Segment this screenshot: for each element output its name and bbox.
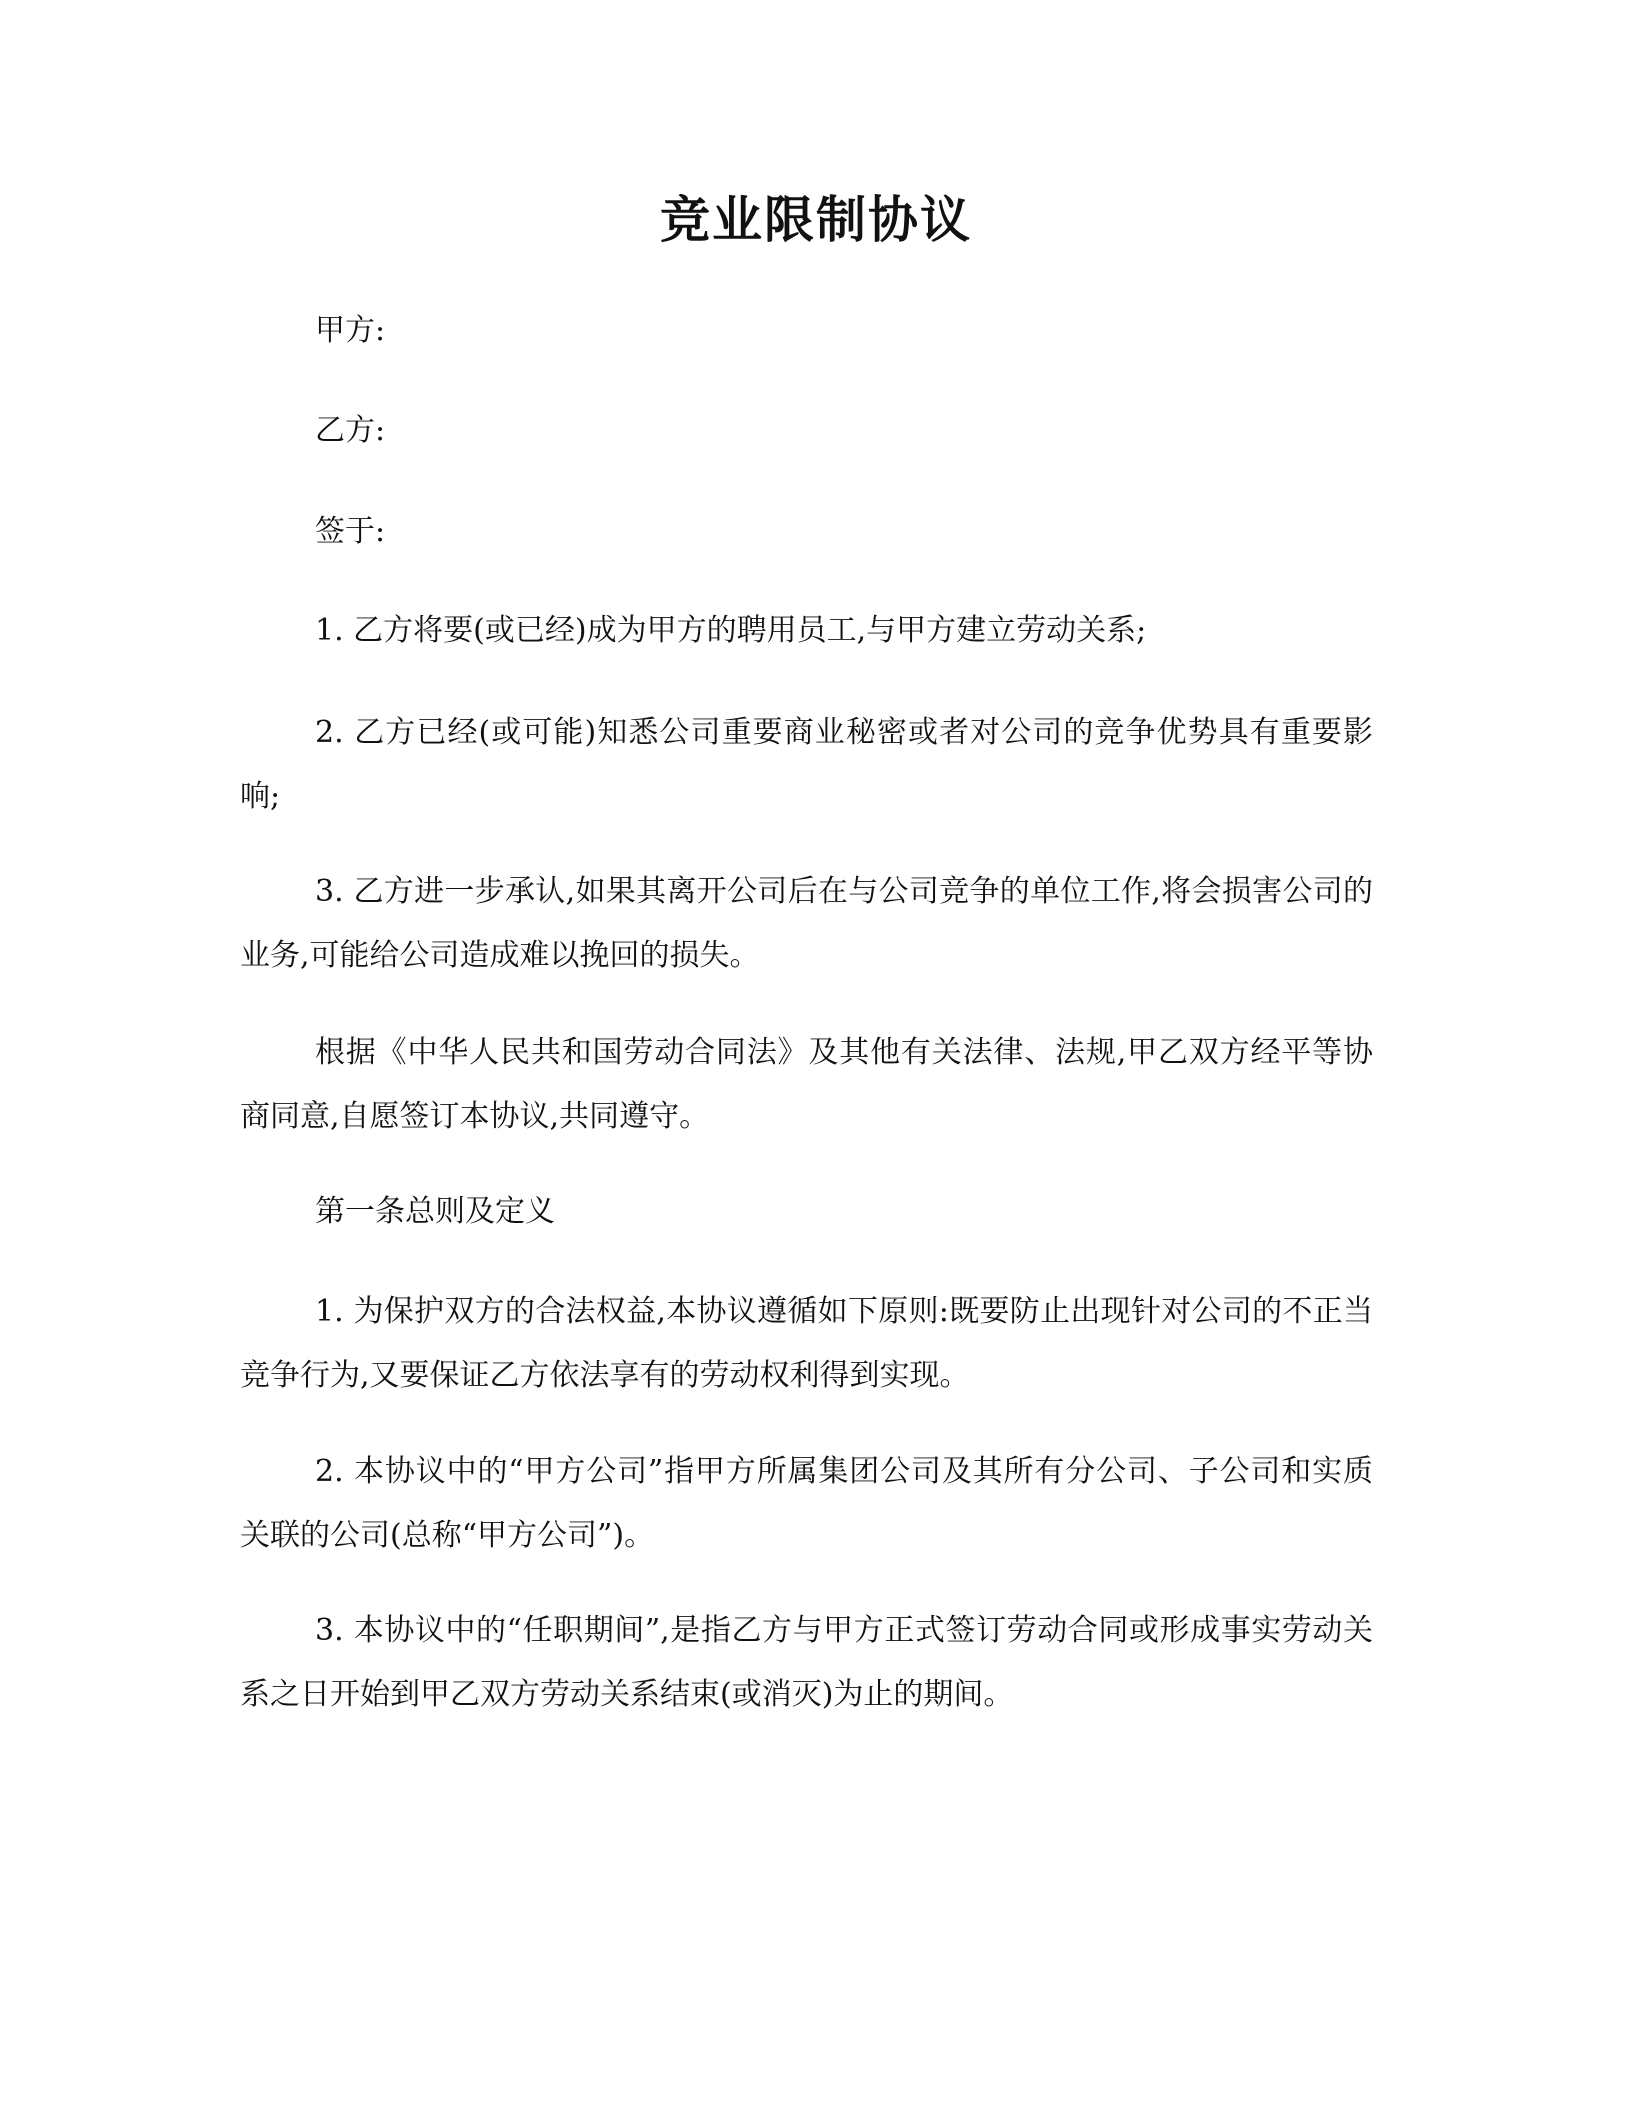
party-a-label: 甲方: bbox=[315, 313, 386, 348]
recital-1: 1. 乙方将要(或已经)成为甲方的聘用员工,与甲方建立劳动关系; bbox=[315, 613, 1147, 648]
recital-2: 2. 乙方已经(或可能)知悉公司重要商业秘密或者对公司的竞争优势具有重要影响; bbox=[240, 715, 1373, 814]
article-1-item-3: 3. 本协议中的“任职期间”,是指乙方与甲方正式签订劳动合同或形成事实劳动关系之日开始到甲乙双方劳动关系结束(或消灭)为止的期间。 bbox=[240, 1613, 1373, 1712]
article-1-heading: 第一条总则及定义 bbox=[315, 1194, 555, 1229]
whereas-label: 签于: bbox=[315, 514, 386, 549]
legal-basis-paragraph: 根据《中华人民共和国劳动合同法》及其他有关法律、法规,甲乙双方经平等协商同意,自愿签订本协议,共同遵守。 bbox=[240, 1035, 1373, 1134]
article-1-item-1: 1. 为保护双方的合法权益,本协议遵循如下原则:既要防止出现针对公司的不正当竞争行为,又要保证乙方依法享有的劳动权利得到实现。 bbox=[240, 1294, 1373, 1393]
party-b-label: 乙方: bbox=[315, 413, 386, 448]
article-1-item-2: 2. 本协议中的“甲方公司”指甲方所属集团公司及其所有分公司、子公司和实质关联的公司(总称“甲方公司”)。 bbox=[240, 1454, 1373, 1553]
document-title: 竞业限制协议 bbox=[660, 190, 972, 249]
recital-3: 3. 乙方进一步承认,如果其离开公司后在与公司竞争的单位工作,将会损害公司的业务,可能给公司造成难以挽回的损失。 bbox=[240, 874, 1373, 973]
